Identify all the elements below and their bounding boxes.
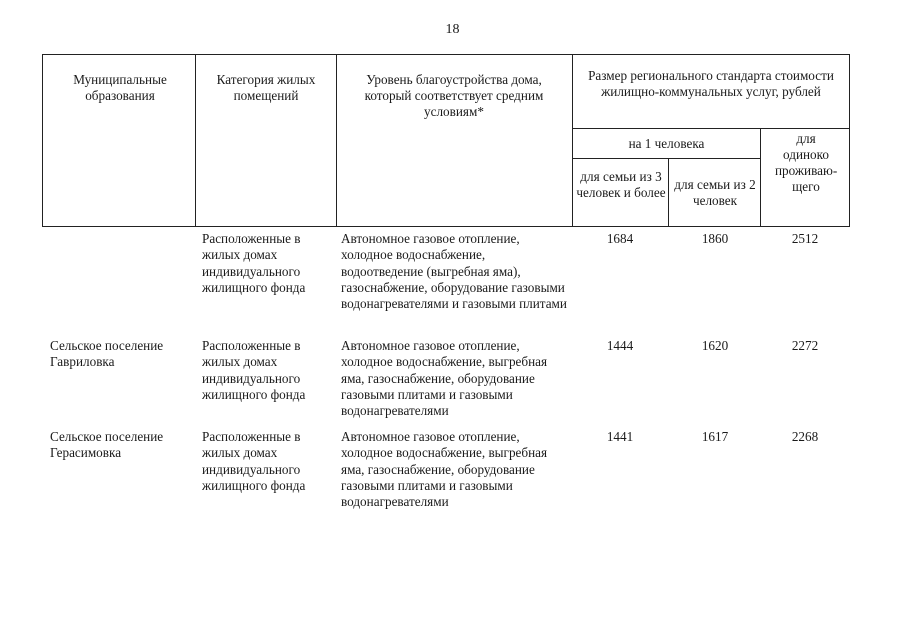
row-value-family-2: 1620 xyxy=(701,338,729,353)
header-family-3-plus: для семьи из 3 человек и более xyxy=(576,169,666,200)
header-per-person: на 1 человека xyxy=(628,136,705,151)
row-value-family-2: 1617 xyxy=(701,429,729,444)
table-header xyxy=(42,54,850,227)
header-divider xyxy=(572,128,849,129)
row-municipality: Сельское поселение Гавриловка xyxy=(50,338,164,370)
row-value-single: 2268 xyxy=(791,429,819,444)
header-divider xyxy=(572,158,760,159)
header-divider xyxy=(668,158,669,226)
row-value-single: 2272 xyxy=(791,338,819,353)
header-single-resident: для одиноко проживаю-щего xyxy=(775,131,838,194)
row-improvement-level: Автономное газовое отопление, холодное водоснабжение, выгребная яма, газоснабжение, оборудование газовыми плитами и газовыми водонагревателями xyxy=(341,338,548,419)
header-municipalities: Муниципальные образования xyxy=(73,72,167,103)
header-category: Категория жилых помещений xyxy=(216,72,316,103)
row-category: Расположенные в жилых домах индивидуального жилищного фонда xyxy=(202,338,306,402)
row-value-family-3: 1684 xyxy=(606,231,634,246)
header-divider xyxy=(195,55,196,226)
header-divider xyxy=(336,55,337,226)
row-value-family-3: 1441 xyxy=(606,429,634,444)
header-family-2: для семьи из 2 человек xyxy=(674,177,756,208)
row-category: Расположенные в жилых домах индивидуального жилищного фонда xyxy=(202,429,306,493)
page-number: 18 xyxy=(445,22,460,37)
header-divider xyxy=(760,128,761,226)
header-standard-size: Размер регионального стандарта стоимости жилищно-коммунальных услуг, рублей xyxy=(588,68,834,99)
row-value-family-2: 1860 xyxy=(701,231,729,246)
row-category: Расположенные в жилых домах индивидуального жилищного фонда xyxy=(202,231,306,295)
row-improvement-level: Автономное газовое отопление, холодное водоснабжение, выгребная яма, газоснабжение, оборудование газовыми плитами и газовыми водонагревателями xyxy=(341,429,548,510)
row-value-single: 2512 xyxy=(791,231,819,246)
row-value-family-3: 1444 xyxy=(606,338,634,353)
row-improvement-level: Автономное газовое отопление, холодное водоснабжение, водоотведение (выгребная яма), газоснабжение, оборудование газовыми водонагревателями и газовыми плитами xyxy=(341,231,567,312)
row-municipality: Сельское поселение Герасимовка xyxy=(50,429,164,461)
header-improvement-level: Уровень благоустройства дома, который соответствует средним условиям* xyxy=(364,72,544,119)
